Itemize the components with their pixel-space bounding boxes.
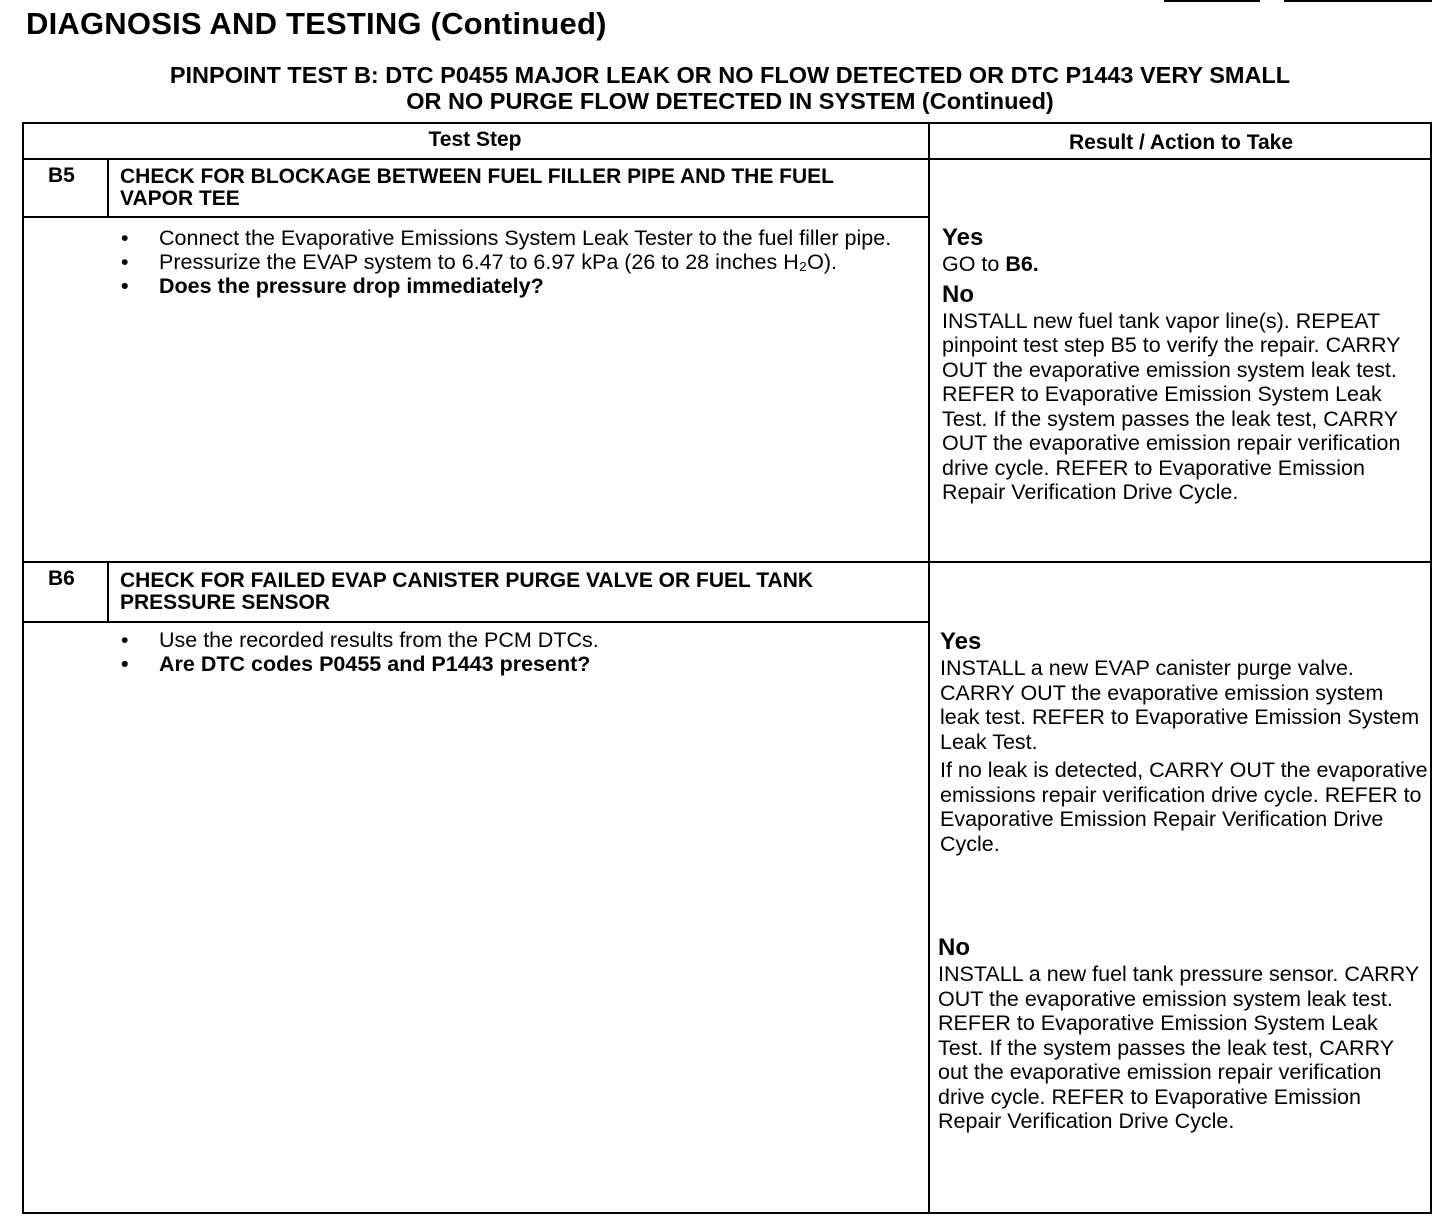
step-id-b5: B5 — [48, 164, 75, 187]
b6-result-yes — [940, 628, 1428, 856]
b5-no-label: No — [942, 280, 974, 308]
b6-yes-label: Yes — [940, 628, 982, 655]
step-heading-b6: CHECK FOR FAILED EVAP CANISTER PURGE VALVE OR FUEL TANK PRESSURE SENSOR — [120, 569, 814, 614]
header-result: Result / Action to Take — [1068, 131, 1294, 154]
b5-heading-divider — [22, 216, 928, 218]
b5-row-divider — [22, 561, 1432, 563]
b6-yes-text-2: If no leak is detected, CARRY OUT the evaporative emissions repair verification drive cycle. REFER to Evaporative Emission Repair Verification Drive Cycle. — [940, 758, 1428, 856]
column-divider — [928, 122, 930, 1214]
b5-question-item: • Does the pressure drop immediately? — [115, 274, 895, 298]
step-id-b6: B6 — [48, 567, 75, 590]
test-title-line-1: PINPOINT TEST B: DTC P0455 MAJOR LEAK OR NO FLOW DETECTED OR DTC P1443 VERY SMALL — [169, 62, 1291, 88]
b5-no-text: INSTALL new fuel tank vapor line(s). REPEAT pinpoint test step B5 to verify the repair. CARRY OUT the evaporative emission system leak test. REFER to Evaporative Emission System Leak Test. If the system passes the leak test, CARRY OUT the evaporative emission repair verification drive cycle. REFER to Evaporative Emission Repair Verification Drive Cycle. — [942, 308, 1401, 504]
b6-question-item: • Are DTC codes P0455 and P1443 present? — [115, 652, 895, 676]
header-test-step: Test Step — [428, 128, 522, 151]
b5-yes-label: Yes — [942, 224, 984, 251]
b5-action-item: • Pressurize the EVAP system to 6.47 to 6.97 kPa (26 to 28 inches H₂O). — [115, 250, 895, 274]
b6-no-text: INSTALL a new fuel tank pressure sensor. CARRY OUT the evaporative emission system leak test. REFER to Evaporative Emission System Leak Test. If the system passes the leak test, CARRY out the evaporative emission repair verification drive cycle. REFER to Evaporative Emission Repair Verification Drive Cycle. — [938, 962, 1419, 1133]
b5-action-item: • Connect the Evaporative Emissions System Leak Tester to the fuel filler pipe. — [115, 226, 895, 250]
header-divider — [22, 158, 1432, 160]
b5-action-list — [115, 226, 895, 298]
page-title: DIAGNOSIS AND TESTING (Continued) — [26, 6, 607, 41]
b5-id-divider — [107, 158, 109, 216]
top-rule-right — [1284, 0, 1432, 2]
b5-yes-text: GO to B6. — [942, 252, 1039, 276]
b6-heading-divider — [22, 621, 928, 623]
b6-no-label: No — [938, 934, 970, 961]
step-heading-b5: CHECK FOR BLOCKAGE BETWEEN FUEL FILLER PIPE AND THE FUEL VAPOR TEE — [120, 165, 834, 210]
pinpoint-test-title — [30, 62, 1430, 114]
b6-id-divider — [107, 561, 109, 621]
b6-action-item: • Use the recorded results from the PCM DTCs. — [115, 628, 895, 652]
b5-yes-goto-target: B6. — [1005, 252, 1039, 276]
b6-action-list — [115, 628, 895, 676]
test-title-line-2: OR NO PURGE FLOW DETECTED IN SYSTEM (Continued) — [406, 88, 1054, 114]
top-rule-left — [1164, 0, 1260, 2]
b6-result-no — [938, 934, 1428, 1134]
b6-yes-text: INSTALL a new EVAP canister purge valve. CARRY OUT the evaporative emission system leak test. REFER to Evaporative Emission System Leak Test. — [940, 656, 1420, 754]
b5-result — [942, 224, 1428, 505]
